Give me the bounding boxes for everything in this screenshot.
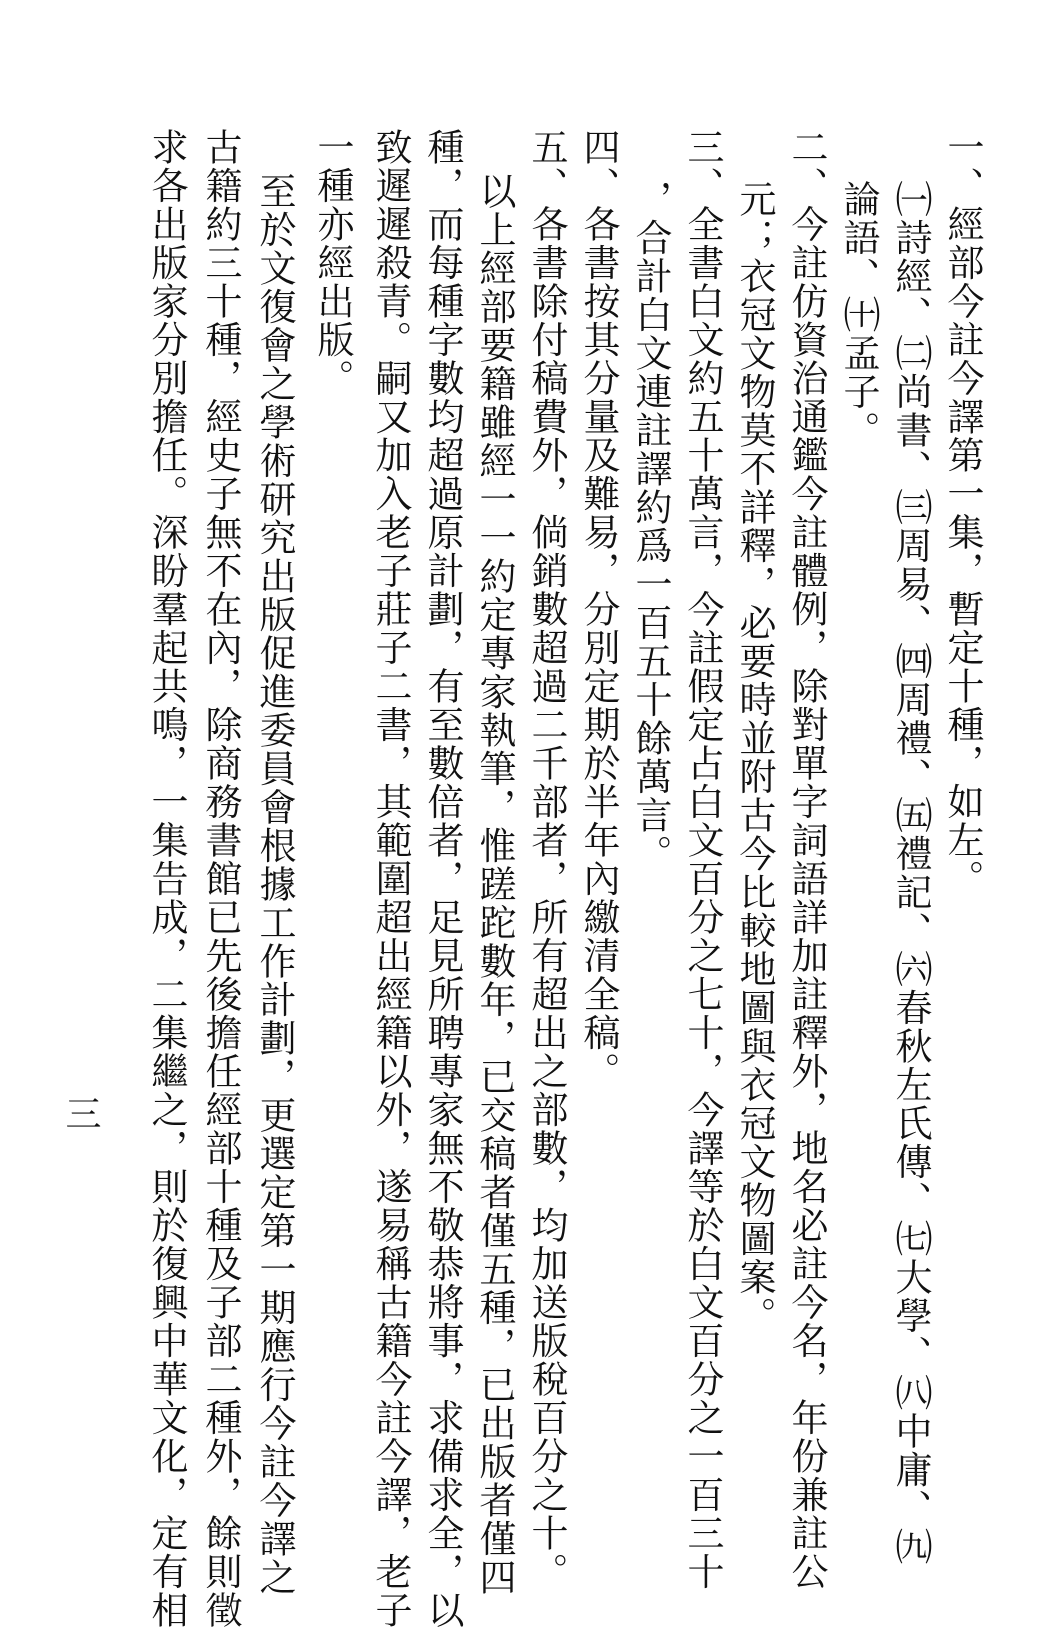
text-column-10: 以上經部要籍雖經一一約定專家執筆，惟蹉跎數年，已交稿者僅五種，已出版者僅四 xyxy=(473,172,516,1597)
text-column-4: 二、今註仿資治通鑑今註體例，除對單字詞語詳加註釋外，地名必註今名，年份兼註公 xyxy=(785,128,828,1591)
text-column-5: 元；衣冠文物莫不詳釋，必要時並附古今比較地圖與衣冠文物圖案。 xyxy=(733,180,776,1335)
text-column-16: 求各出版家分別擔任。深盼羣起共鳴，一集告成，二集繼之，則於復興中華文化，定有相 xyxy=(145,128,188,1630)
text-column-8: 四、各書按其分量及難易，分別定期於半年內繳清全稿。 xyxy=(577,128,620,1091)
text-column-7: ，合計白文連註譯約爲一百五十餘萬言。 xyxy=(629,180,672,873)
page-number: 三 xyxy=(60,1095,101,1131)
text-column-6: 三、全書白文約五十萬言，今註假定占白文百分之七十，今譯等於白文百分之一百三十 xyxy=(681,128,724,1591)
text-column-12: 致遲遲殺青。嗣又加入老子莊子二書，其範圍超出經籍以外，遂易稱古籍今註今譯，老子 xyxy=(369,128,412,1630)
text-column-11: 種，而每種字數均超過原計劃，有至數倍者，足見所聘專家無不敬恭將事，求備求全，以 xyxy=(421,128,464,1630)
text-column-13: 一種亦經出版。 xyxy=(311,128,354,398)
text-column-15: 古籍約三十種，經史子無不在內，除商務書館已先後擔任經部十種及子部二種外，餘則徵 xyxy=(199,128,242,1630)
text-column-3: 論語、㈩孟子。 xyxy=(837,180,880,450)
text-column-14: 至於文復會之學術研究出版促進委員會根據工作計劃，更選定第一期應行今註今譯之 xyxy=(253,172,296,1597)
text-column-2: ㈠詩經、㈡尚書、㈢周易、㈣周禮、㈤禮記、㈥春秋左氏傳、㈦大學、㈧中庸、㈨ xyxy=(889,180,932,1566)
text-column-1: 一、經部今註今譯第一集，暫定十種，如左。 xyxy=(941,128,984,898)
text-column-9: 五、各書除付稿費外，倘銷數超過二千部者，所有超出之部數，均加送版稅百分之十。 xyxy=(525,128,568,1591)
